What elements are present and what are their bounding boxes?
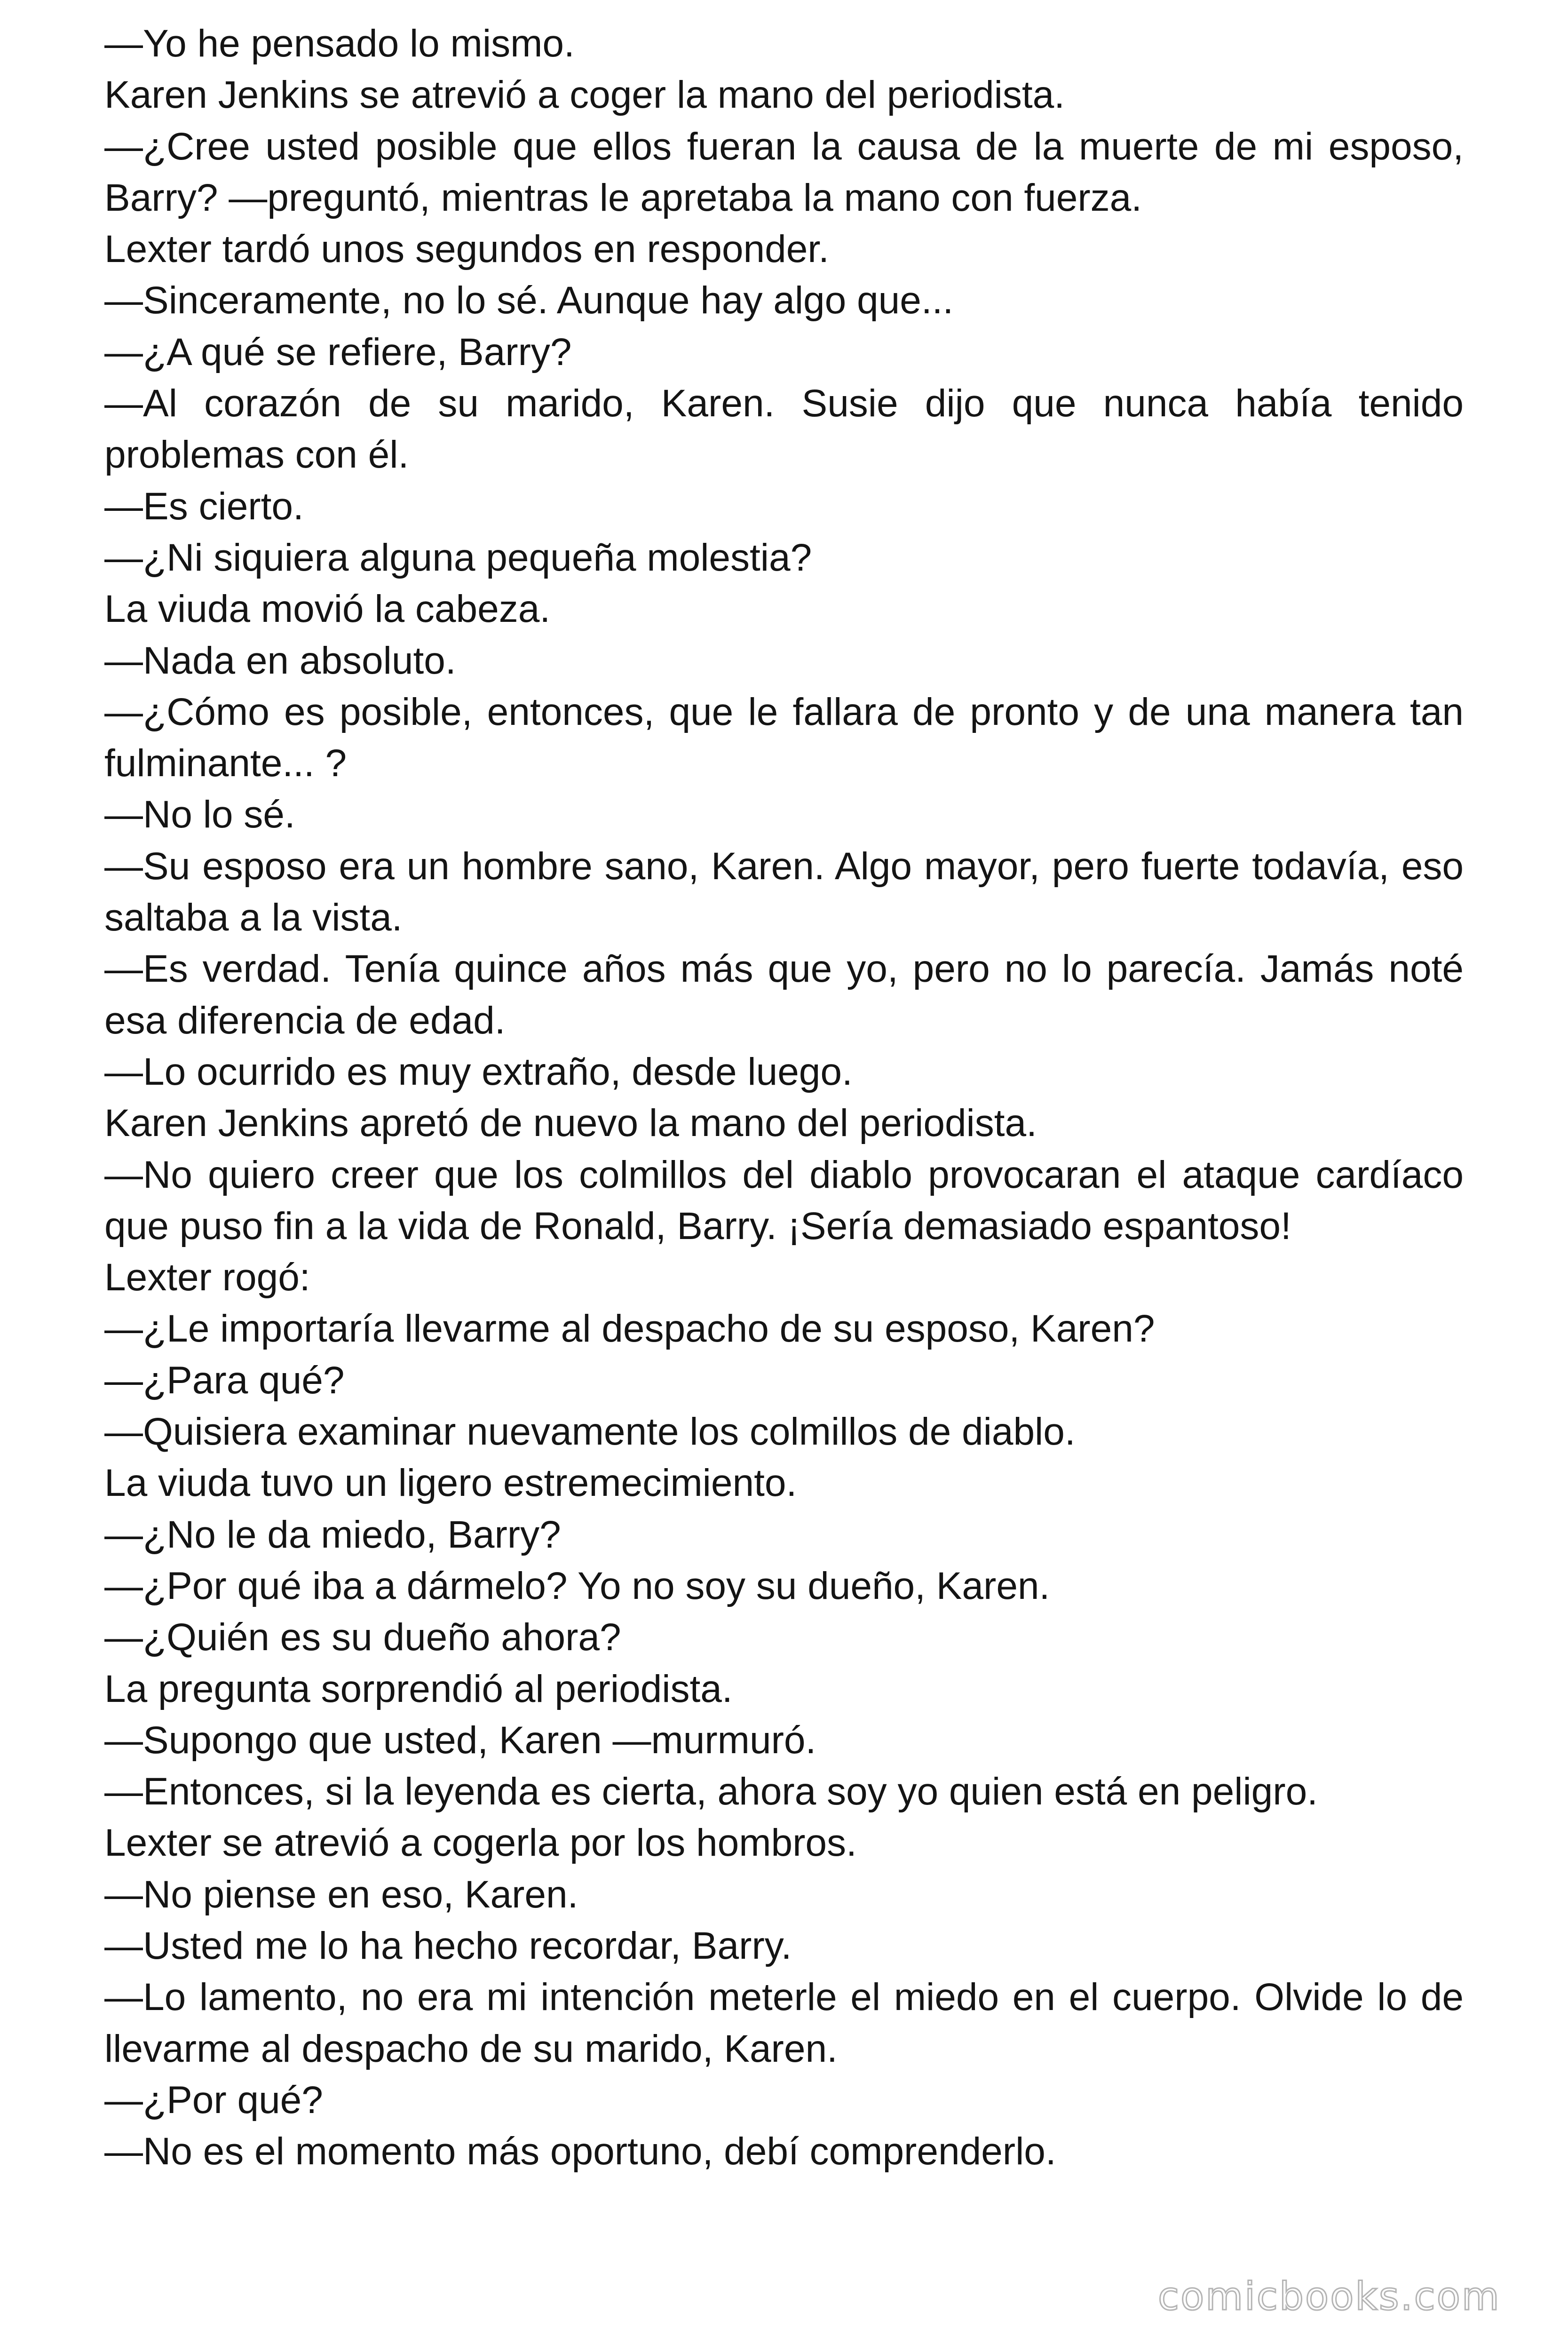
paragraph: —Su esposo era un hombre sano, Karen. Algo mayor, pero fuerte todavía, eso saltaba a la vista. (104, 844, 1464, 939)
paragraph: —No lo sé. (104, 793, 295, 836)
page-text (104, 18, 1464, 2177)
paragraph: —Usted me lo ha hecho recordar, Barry. (104, 1924, 792, 1967)
paragraph: —¿Cómo es posible, entonces, que le fallara de pronto y de una manera tan fulminante... ? (104, 690, 1464, 785)
paragraph: —Entonces, si la leyenda es cierta, ahora soy yo quien está en peligro. (104, 1770, 1318, 1813)
paragraph: —Supongo que usted, Karen —murmuró. (104, 1718, 816, 1762)
paragraph: —Lo lamento, no era mi intención meterle el miedo en el cuerpo. Olvide lo de llevarme al despacho de su marido, Karen. (104, 1976, 1464, 2070)
paragraph: —¿Quién es su dueño ahora? (104, 1616, 621, 1659)
paragraph: —¿Le importaría llevarme al despacho de su esposo, Karen? (104, 1307, 1155, 1351)
paragraph: —¿Ni siquiera alguna pequeña molestia? (104, 536, 812, 579)
paragraph: La viuda movió la cabeza. (104, 588, 551, 631)
paragraph: —Nada en absoluto. (104, 639, 456, 682)
paragraph: —No es el momento más oportuno, debí comprenderlo. (104, 2130, 1056, 2173)
paragraph: —¿Por qué? (104, 2078, 323, 2122)
paragraph: —¿Cree usted posible que ellos fueran la causa de la muerte de mi esposo, Barry? —preguntó, mientras le apretaba la mano con fuerza. (104, 125, 1464, 219)
paragraph: Lexter rogó: (104, 1256, 310, 1299)
paragraph: —Quisiera examinar nuevamente los colmillos de diablo. (104, 1410, 1076, 1454)
paragraph: —¿A qué se refiere, Barry? (104, 330, 572, 373)
paragraph: —¿Por qué iba a dármelo? Yo no soy su dueño, Karen. (104, 1564, 1050, 1607)
paragraph: —Yo he pensado lo mismo. (104, 22, 575, 65)
paragraph: —Es cierto. (104, 485, 304, 528)
paragraph: —Sinceramente, no lo sé. Aunque hay algo que... (104, 279, 954, 322)
paragraph: La viuda tuvo un ligero estremecimiento. (104, 1462, 797, 1505)
watermark: comicbooks.com (1158, 2274, 1501, 2319)
paragraph: Karen Jenkins se atrevió a coger la mano del periodista. (104, 73, 1065, 117)
paragraph: Karen Jenkins apretó de nuevo la mano del periodista. (104, 1102, 1037, 1145)
paragraph: —¿No le da miedo, Barry? (104, 1513, 561, 1556)
paragraph: —Al corazón de su marido, Karen. Susie dijo que nunca había tenido problemas con él. (104, 382, 1464, 477)
paragraph: Lexter se atrevió a cogerla por los hombros. (104, 1821, 857, 1865)
paragraph: —No quiero creer que los colmillos del diablo provocaran el ataque cardíaco que puso fin a la vida de Ronald, Barry. ¡Sería demasiado espantoso! (104, 1153, 1464, 1248)
paragraph: —Lo ocurrido es muy extraño, desde luego. (104, 1050, 853, 1093)
paragraph: Lexter tardó unos segundos en responder. (104, 228, 829, 271)
paragraph: —No piense en eso, Karen. (104, 1873, 578, 1916)
paragraph: —¿Para qué? (104, 1359, 345, 1402)
paragraph: —Es verdad. Tenía quince años más que yo, pero no lo parecía. Jamás noté esa diferencia de edad. (104, 947, 1464, 1042)
paragraph: La pregunta sorprendió al periodista. (104, 1667, 733, 1710)
